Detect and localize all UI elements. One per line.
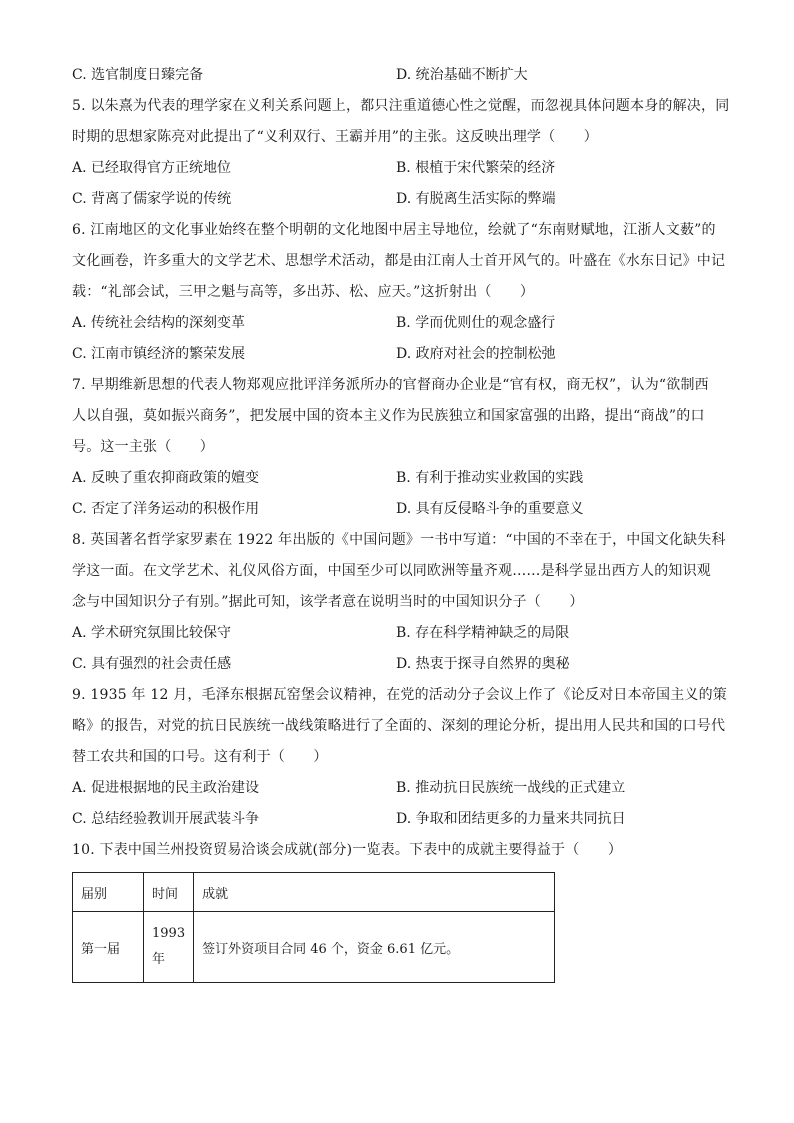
q5-stem-line-1: 5. 以朱熹为代表的理学家在义利关系问题上，都只注重道德心性之觉醒，而忽视具体问题本身的解决，同	[72, 98, 730, 114]
q7-option-d: D. 具有反侵略斗争的重要意义	[396, 501, 584, 517]
q8-option-a: A. 学术研究氛围比较保守	[72, 625, 232, 641]
q4-option-c: C. 选官制度日臻完备	[72, 67, 204, 83]
q6-stem-line-2: 文化画卷，许多重大的文学艺术、思想学术活动，都是由江南人士首开风气的。叶盛在《水东日记》中记	[72, 253, 726, 269]
table-header-row	[73, 873, 555, 912]
q7-stem-line-1: 7. 早期维新思想的代表人物郑观应批评洋务派所办的官督商办企业是“官有权，商无权”，认为“欲制西	[72, 377, 709, 393]
q4-option-d: D. 统治基础不断扩大	[396, 67, 528, 83]
q8-options-cd	[72, 649, 724, 680]
q8-option-d: D. 热衷于探寻自然界的奥秘	[396, 656, 570, 672]
q10-table	[72, 872, 555, 983]
q8-stem-line-2: 学这一面。在文学艺术、礼仪风俗方面，中国至少可以同欧洲等量齐观……是科学显出西方人的知识观	[72, 563, 711, 579]
table-cell-session: 第一届	[73, 912, 144, 983]
q4-options-cd	[72, 60, 724, 91]
q6-stem-line-3: 载：“礼部会试，三甲之魁与高等，多出苏、松、应天。”这折射出（ ）	[72, 284, 535, 300]
q9-stem-line-2: 略》的报告，对党的抗日民族统一战线策略进行了全面的、深刻的理论分析，提出用人民共和国的口号代	[72, 718, 726, 734]
q6-option-c: C. 江南市镇经济的繁荣发展	[72, 346, 246, 362]
q7-stem-line-2: 人以自强，莫如振兴商务”，把发展中国的资本主义作为民族独立和国家富强的出路，提出“商战”的口	[72, 408, 705, 424]
q8-stem-line-1: 8. 英国著名哲学家罗素在 1922 年出版的《中国问题》一书中写道：“中国的不幸在于，中国文化缺失科	[72, 532, 726, 548]
table-cell-year: 1993	[152, 926, 186, 941]
q6-option-a: A. 传统社会结构的深刻变革	[72, 315, 246, 331]
q5-option-b: B. 根植于宋代繁荣的经济	[396, 160, 556, 176]
q7-options-cd	[72, 494, 724, 525]
q8-options-ab	[72, 618, 724, 649]
q9-option-a: A. 促进根据地的民主政治建设	[72, 780, 260, 796]
q8-stem-line-3: 念与中国知识分子有别。”据此可知，该学者意在说明当时的中国知识分子（ ）	[72, 594, 584, 610]
q6-options-cd	[72, 339, 724, 370]
q5-stem-line-2: 时期的思想家陈亮对此提出了“义利双行、王霸并用”的主张。这反映出理学（ ）	[72, 129, 598, 145]
q7-options-ab	[72, 463, 724, 494]
exam-page	[72, 60, 730, 967]
q6-stem-line-1: 6. 江南地区的文化事业始终在整个明朝的文化地图中居主导地位，绘就了“东南财赋地，江浙人文薮”的	[72, 222, 716, 238]
q9-option-c: C. 总结经验教训开展武装斗争	[72, 811, 260, 827]
q6-options-ab	[72, 308, 724, 339]
q6-option-d: D. 政府对社会的控制松弛	[396, 346, 556, 362]
q6-option-b: B. 学而优则仕的观念盛行	[396, 315, 556, 331]
q7-option-a: A. 反映了重农抑商政策的嬗变	[72, 470, 260, 486]
q9-stem-line-1: 9. 1935 年 12 月，毛泽东根据瓦窑堡会议精神，在党的活动分子会议上作了《论反对日本帝国主义的策	[72, 687, 727, 703]
q5-option-c: C. 背离了儒家学说的传统	[72, 191, 232, 207]
q9-stem-line-3: 替工农共和国的口号。这有利于（ ）	[72, 749, 328, 765]
q7-option-b: B. 有利于推动实业救国的实践	[396, 470, 584, 486]
table-cell-year-suffix: 年	[152, 952, 166, 967]
q9-options-cd	[72, 804, 724, 835]
q5-option-d: D. 有脱离生活实际的弊端	[396, 191, 556, 207]
table-header-time: 时间	[144, 873, 194, 912]
q7-stem-line-3: 号。这一主张（ ）	[72, 439, 214, 455]
table-header-session: 届别	[73, 873, 144, 912]
q8-option-b: B. 存在科学精神缺乏的局限	[396, 625, 570, 641]
q9-options-ab	[72, 773, 724, 804]
table-row	[73, 912, 555, 983]
q9-option-b: B. 推动抗日民族统一战线的正式建立	[396, 780, 626, 796]
q8-option-c: C. 具有强烈的社会责任感	[72, 656, 232, 672]
q7-option-c: C. 否定了洋务运动的积极作用	[72, 501, 260, 517]
table-cell-time	[144, 912, 194, 983]
q5-options-cd	[72, 184, 724, 215]
q5-options-ab	[72, 153, 724, 184]
q9-option-d: D. 争取和团结更多的力量来共同抗日	[396, 811, 626, 827]
table-cell-achievement: 签订外资项目合同 46 个，资金 6.61 亿元。	[194, 912, 555, 983]
q10-stem-line: 10. 下表中国兰州投资贸易洽谈会成就(部分)一览表。下表中的成就主要得益于（ ）	[72, 842, 623, 858]
table-header-achievement: 成就	[194, 873, 555, 912]
q5-option-a: A. 已经取得官方正统地位	[72, 160, 232, 176]
